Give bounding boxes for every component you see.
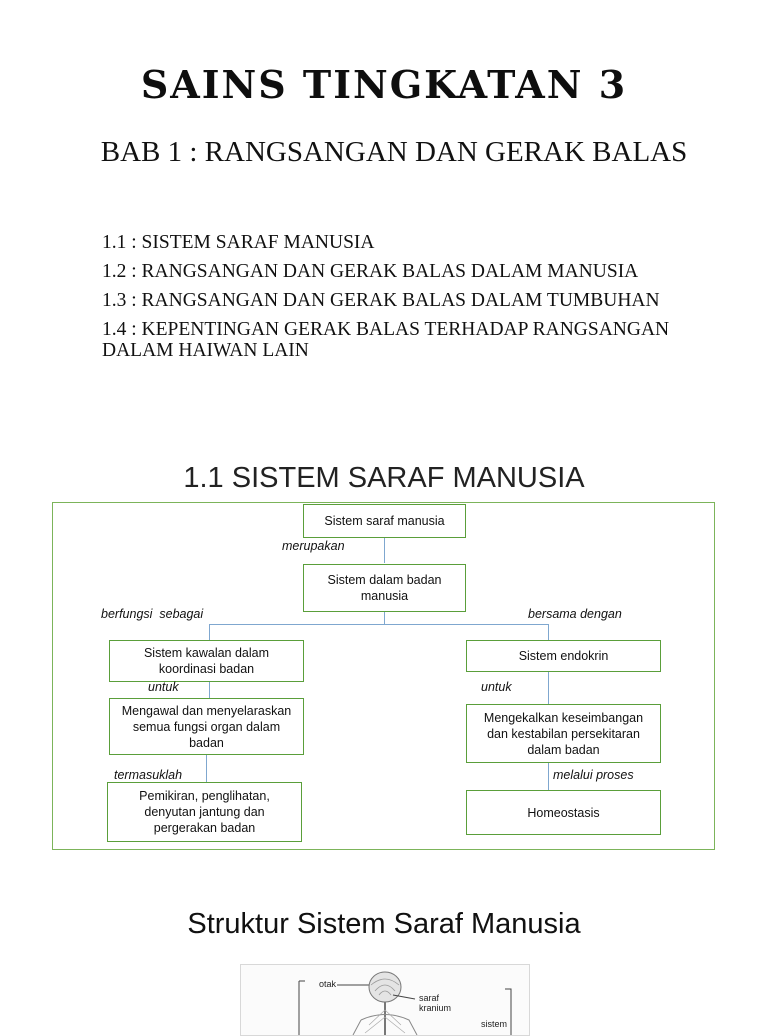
- structure-title: Struktur Sistem Saraf Manusia: [187, 908, 581, 940]
- box-homeostasis: Homeostasis: [466, 790, 661, 835]
- concept-map: [52, 502, 715, 850]
- toc-item: 1.1 : SISTEM SARAF MANUSIA: [102, 232, 375, 253]
- figure-label-system: sistem: [481, 1019, 508, 1029]
- section-title: 1.1 SISTEM SARAF MANUSIA: [183, 462, 585, 494]
- label-melalui-proses: melalui proses: [553, 768, 634, 782]
- connector-line: [209, 624, 210, 640]
- figure-label-brain: otak: [319, 979, 337, 989]
- connector-line: [209, 681, 210, 698]
- document-title: SAINS TINGKATAN 3: [140, 62, 628, 107]
- box-pemikiran: Pemikiran, penglihatan, denyutan jantung dan pergerakan badan: [107, 782, 302, 842]
- toc-item: 1.2 : RANGSANGAN DAN GERAK BALAS DALAM MANUSIA: [102, 261, 639, 282]
- label-untuk-right: untuk: [481, 680, 512, 694]
- connector-line: [209, 624, 549, 625]
- toc-item: 1.4 : KEPENTINGAN GERAK BALAS TERHADAP RANGSANGAN DALAM HAIWAN LAIN: [102, 319, 670, 361]
- connector-line: [206, 754, 207, 782]
- box-sistem-kawalan: Sistem kawalan dalam koordinasi badan: [109, 640, 304, 682]
- toc-item: 1.3 : RANGSANGAN DAN GERAK BALAS DALAM TUMBUHAN: [102, 290, 660, 311]
- connector-line: [548, 624, 549, 640]
- box-sistem-endokrin: Sistem endokrin: [466, 640, 661, 672]
- chapter-heading: BAB 1 : RANGSANGAN DAN GERAK BALAS: [100, 136, 688, 168]
- label-merupakan: merupakan: [282, 539, 345, 553]
- box-mengawal: Mengawal dan menyelaraskan semua fungsi organ dalam badan: [109, 698, 304, 755]
- label-untuk-left: untuk: [148, 680, 179, 694]
- figure-label-cranial-nerve: saraf kranium: [419, 993, 452, 1013]
- nervous-system-figure: [240, 964, 530, 1036]
- label-bersama-dengan: bersama dengan: [528, 607, 622, 621]
- connector-line: [548, 762, 549, 790]
- label-berfungsi-sebagai: berfungsi sebagai: [101, 607, 204, 621]
- connector-line: [384, 537, 385, 563]
- box-mengekalkan: Mengekalkan keseimbangan dan kestabilan persekitaran dalam badan: [466, 704, 661, 763]
- connector-line: [384, 611, 385, 624]
- box-sistem-dalam-badan: Sistem dalam badan manusia: [303, 564, 466, 612]
- connector-line: [548, 671, 549, 704]
- label-termasuklah: termasuklah: [114, 768, 183, 782]
- box-sistem-saraf-manusia: Sistem saraf manusia: [303, 504, 466, 538]
- table-of-contents: [102, 232, 702, 369]
